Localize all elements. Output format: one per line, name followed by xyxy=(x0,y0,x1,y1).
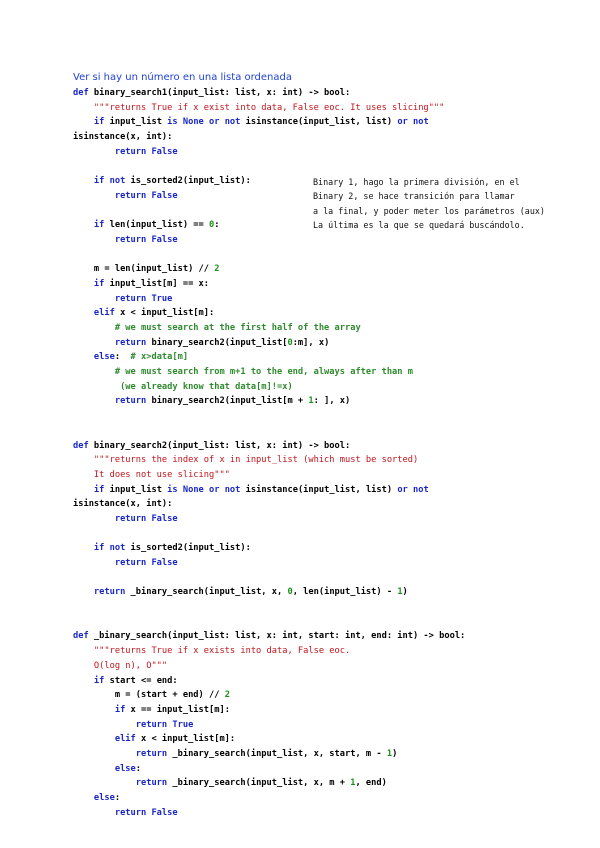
code-token: if not xyxy=(93,176,131,187)
code-token xyxy=(73,793,94,803)
code-token: return xyxy=(93,587,131,598)
code-line xyxy=(73,336,465,351)
code-token: 1 xyxy=(308,396,314,407)
code-token: ) xyxy=(402,587,408,598)
code-token: is None or not xyxy=(167,117,246,128)
code-token: if xyxy=(93,220,110,231)
code-line xyxy=(73,439,465,454)
code-token xyxy=(73,676,94,686)
code-token xyxy=(73,220,94,230)
code-token: return False xyxy=(114,146,178,157)
code-token: # x>data[m] xyxy=(130,352,189,363)
code-token: return False xyxy=(114,558,178,568)
code-token xyxy=(73,147,115,157)
code-line xyxy=(73,747,465,762)
code-token: , len(input_list) - xyxy=(292,587,398,598)
code-line xyxy=(73,365,465,380)
code-token: (we already know that data[m]!=x) xyxy=(120,381,293,392)
note-line: a la final, y poder meter los parámetros (aux) xyxy=(313,205,545,216)
code-token xyxy=(73,720,136,730)
code-token xyxy=(73,646,94,656)
code-line xyxy=(73,776,465,791)
code-token xyxy=(73,382,120,392)
code-line xyxy=(73,277,465,292)
code-token xyxy=(73,764,115,774)
code-line xyxy=(73,600,465,615)
code-token xyxy=(73,294,115,304)
code-token xyxy=(73,778,136,788)
code-line xyxy=(73,159,465,174)
code-token: m = len(input_list) // xyxy=(73,264,215,275)
code-token: elif xyxy=(114,734,141,745)
code-token: return False xyxy=(114,190,178,201)
code-token: 2 xyxy=(214,264,220,275)
code-token xyxy=(73,338,115,348)
code-token: """returns True if x exists into data, False eoc. xyxy=(93,646,351,657)
code-line xyxy=(73,424,465,439)
code-token: # we must search at the first half of the array xyxy=(114,323,361,333)
code-token: 1 xyxy=(397,587,403,598)
code-token: 0 xyxy=(287,337,293,348)
code-token: : xyxy=(114,352,131,363)
code-token xyxy=(73,543,94,553)
code-token: return xyxy=(135,778,173,789)
code-token: return False xyxy=(114,807,178,818)
code-token: def xyxy=(73,440,94,451)
code-token: It does not use slicing""" xyxy=(93,469,230,480)
code-line xyxy=(73,468,465,483)
code-line xyxy=(73,718,465,733)
code-token: if xyxy=(93,117,110,128)
code-token: binary_search2(input_list[ xyxy=(151,337,288,348)
code-token: if xyxy=(114,704,131,715)
code-token: return True xyxy=(135,719,194,730)
code-token: def xyxy=(73,88,94,98)
code-line xyxy=(73,306,465,321)
note-line: Binary 2, se hace transición para llamar xyxy=(313,191,515,202)
code-token: is_sorted2(input_list): xyxy=(130,543,251,554)
code-token xyxy=(73,470,94,480)
code-token: : ], x) xyxy=(313,396,351,407)
code-token: 0 xyxy=(209,220,215,231)
code-line xyxy=(73,248,465,263)
handwritten-note xyxy=(313,175,545,232)
code-token: : xyxy=(214,220,220,231)
code-token: binary_search2(input_list: list, x: int) -> bool: xyxy=(93,440,351,451)
code-line xyxy=(73,350,465,365)
code-line xyxy=(73,233,465,248)
code-token xyxy=(73,808,115,818)
code-token: else xyxy=(93,352,115,363)
code-token: 0 xyxy=(287,587,293,598)
code-token: return False xyxy=(114,513,178,524)
code-token: 1 xyxy=(350,778,356,789)
code-line xyxy=(73,629,465,644)
code-token xyxy=(73,734,115,744)
code-token xyxy=(73,117,94,127)
note-line: Binary 1, hago la primera división, en el xyxy=(313,177,520,187)
code-token xyxy=(73,176,94,186)
code-token: _binary_search(input_list, x, start, m - xyxy=(172,748,387,759)
code-token: binary_search2(input_list[m + xyxy=(151,396,309,407)
code-token xyxy=(73,587,94,597)
code-token xyxy=(73,191,115,201)
code-line xyxy=(73,321,465,336)
code-token xyxy=(73,352,94,362)
code-token: :m], x) xyxy=(292,337,330,348)
code-token: return xyxy=(114,337,152,348)
code-token: if xyxy=(93,675,110,686)
code-line xyxy=(73,556,465,571)
code-line xyxy=(73,115,465,130)
code-token: _binary_search(input_list, x, m + xyxy=(172,778,351,789)
code-line xyxy=(73,791,465,806)
code-token: """returns True if x exist into data, False eoc. It uses slicing""" xyxy=(93,102,445,113)
code-token: binary_search1(input_list: list, x: int) -> bool: xyxy=(93,88,351,98)
code-token: return xyxy=(135,748,173,759)
code-token: or not xyxy=(397,117,429,128)
code-line xyxy=(73,86,465,101)
code-token: # we must search from m+1 to the end, always after than m xyxy=(114,367,413,378)
code-token: input_list[m] == x: xyxy=(109,278,210,289)
code-line xyxy=(73,262,465,277)
section-heading: Ver si hay un número en una lista ordenada xyxy=(73,72,292,83)
code-line xyxy=(73,145,465,160)
code-token: len(input_list) == xyxy=(109,220,210,231)
code-token: _binary_search(input_list, x, xyxy=(130,587,288,598)
code-line xyxy=(73,806,465,821)
code-line xyxy=(73,483,465,498)
code-line xyxy=(73,541,465,556)
code-token: O(log n), O""" xyxy=(93,660,168,671)
code-token xyxy=(73,661,94,671)
code-token xyxy=(73,705,115,715)
code-line xyxy=(73,688,465,703)
code-token: , end) xyxy=(355,778,387,789)
code-token: return True xyxy=(114,293,173,304)
code-token: def xyxy=(73,631,94,642)
code-token: else xyxy=(93,793,115,803)
code-token: isinstance(input_list, list) xyxy=(245,484,398,495)
code-token xyxy=(73,235,115,245)
code-token: is_sorted2(input_list): xyxy=(130,176,251,187)
code-token xyxy=(73,558,115,568)
code-token xyxy=(73,103,94,113)
code-line xyxy=(73,130,465,145)
code-token: input_list xyxy=(109,484,168,495)
code-line xyxy=(73,732,465,747)
code-token: or not xyxy=(397,484,429,495)
code-token: : xyxy=(135,763,141,774)
code-token: isinstance(x, int): xyxy=(73,499,173,510)
code-line xyxy=(73,585,465,600)
note-line: La última es la que se quedará buscándolo. xyxy=(313,219,525,230)
code-line xyxy=(73,644,465,659)
code-token: : xyxy=(114,793,121,803)
code-token: x == input_list[m]: xyxy=(130,704,230,715)
code-line xyxy=(73,659,465,674)
code-token: x < input_list[m]: xyxy=(141,734,236,745)
code-token: if not xyxy=(93,543,131,554)
code-line xyxy=(73,380,465,395)
code-line xyxy=(73,527,465,542)
code-line xyxy=(73,615,465,630)
code-line xyxy=(73,512,465,527)
code-token xyxy=(73,308,94,318)
code-token: isinstance(x, int): xyxy=(73,132,173,143)
code-token: 2 xyxy=(224,690,230,701)
code-line xyxy=(73,101,465,116)
code-line xyxy=(73,762,465,777)
code-token: x < input_list[m]: xyxy=(120,308,215,319)
code-token: elif xyxy=(93,308,121,319)
code-token: if xyxy=(93,484,110,495)
code-token xyxy=(73,485,94,495)
code-token: return False xyxy=(114,234,178,245)
code-line xyxy=(73,394,465,409)
code-line xyxy=(73,497,465,512)
code-token xyxy=(73,279,94,289)
code-token xyxy=(73,455,94,465)
code-token: """returns the index of x in input_list (which must be sorted) xyxy=(93,455,419,466)
code-token: if xyxy=(93,278,110,289)
code-token: is None or not xyxy=(167,484,246,495)
code-token: _binary_search(input_list: list, x: int, start: int, end: int) -> bool: xyxy=(93,631,466,642)
code-token xyxy=(73,367,115,377)
code-line xyxy=(73,409,465,424)
code-token: else xyxy=(114,763,136,774)
code-line xyxy=(73,703,465,718)
code-token xyxy=(73,396,115,406)
code-token xyxy=(73,323,115,333)
code-token xyxy=(73,749,136,759)
code-token: 1 xyxy=(386,748,393,759)
code-token: input_list xyxy=(109,117,168,128)
code-token xyxy=(73,514,115,524)
code-token: start <= end: xyxy=(109,675,178,686)
code-token: isinstance(input_list, list) xyxy=(245,117,398,128)
code-line xyxy=(73,674,465,689)
code-line xyxy=(73,571,465,586)
code-token: m = (start + end) // xyxy=(73,690,225,701)
code-line xyxy=(73,453,465,468)
code-token: return xyxy=(114,396,152,407)
code-token: ) xyxy=(392,748,398,759)
code-line xyxy=(73,292,465,307)
